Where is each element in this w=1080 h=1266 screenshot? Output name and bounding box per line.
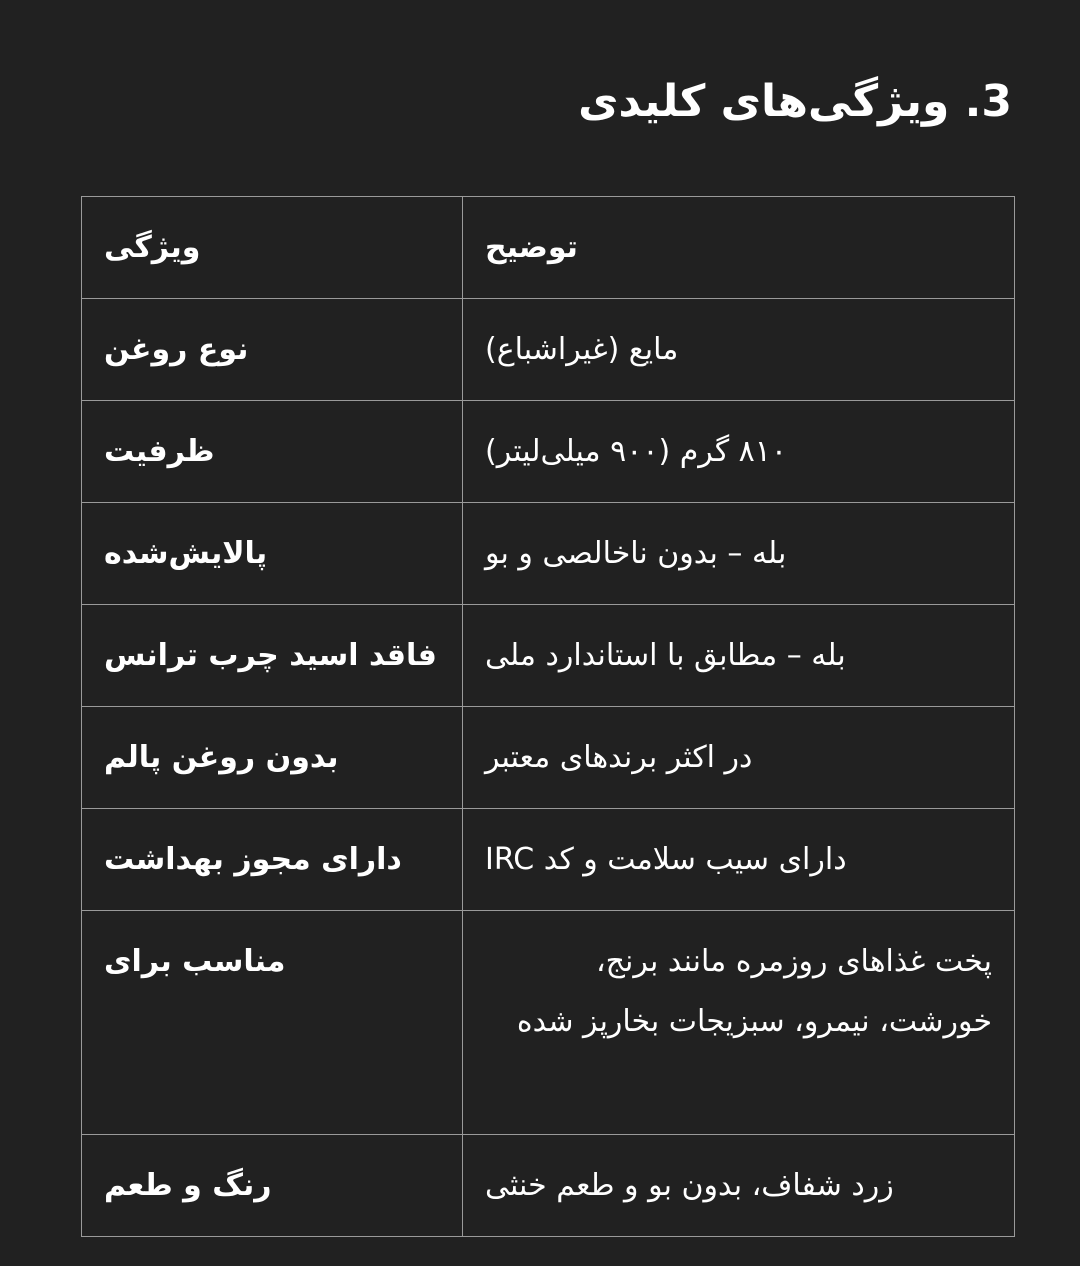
description-text: مایع (غیراشباع)	[485, 332, 679, 367]
page-title: 3. ویژگی‌های کلیدی	[578, 76, 1012, 127]
feature-label: نوع روغن	[104, 332, 249, 367]
feature-cell	[82, 503, 463, 605]
description-text: بله – بدون ناخالصی و بو	[485, 536, 787, 571]
feature-label: رنگ و طعم	[104, 1168, 272, 1203]
table-row	[82, 911, 1015, 1135]
feature-label: پالایش‌شده	[104, 536, 268, 571]
description-text: پخت غذاهای روزمره مانند برنج، خورشت، نیمرو، سبزیجات بخارپز شده	[516, 944, 992, 1039]
feature-cell	[82, 299, 463, 401]
features-table	[81, 196, 1015, 1237]
description-cell	[463, 401, 1015, 503]
description-cell	[463, 299, 1015, 401]
feature-cell	[82, 911, 463, 1135]
header-feature: ویژگی	[104, 230, 201, 265]
table-row	[82, 503, 1015, 605]
description-text: ۸۱۰ گرم (۹۰۰ میلی‌لیتر)	[485, 434, 787, 469]
description-cell	[463, 707, 1015, 809]
table-row	[82, 809, 1015, 911]
feature-label: بدون روغن پالم	[104, 740, 339, 775]
description-text: زرد شفاف، بدون بو و طعم خنثی	[485, 1168, 894, 1203]
feature-cell	[82, 1135, 463, 1237]
description-cell	[463, 809, 1015, 911]
feature-label: ظرفیت	[104, 434, 215, 469]
feature-label: فاقد اسید چرب ترانس	[104, 638, 437, 673]
feature-cell	[82, 809, 463, 911]
description-text: در اکثر برندهای معتبر	[485, 740, 753, 775]
description-cell	[463, 911, 1015, 1135]
feature-cell	[82, 707, 463, 809]
feature-cell	[82, 401, 463, 503]
feature-label: دارای مجوز بهداشت	[104, 842, 402, 877]
table-row	[82, 707, 1015, 809]
table-row	[82, 605, 1015, 707]
description-text: بله – مطابق با استاندارد ملی	[485, 638, 846, 673]
description-cell	[463, 605, 1015, 707]
header-feature-cell	[82, 197, 463, 299]
header-description: توضیح	[485, 230, 578, 265]
header-description-cell	[463, 197, 1015, 299]
feature-label: مناسب برای	[104, 944, 286, 979]
description-text: دارای سیب سلامت و کد IRC	[485, 842, 847, 877]
table-row	[82, 299, 1015, 401]
table-header-row	[82, 197, 1015, 299]
table-row	[82, 401, 1015, 503]
feature-cell	[82, 605, 463, 707]
description-cell	[463, 1135, 1015, 1237]
description-cell	[463, 503, 1015, 605]
table-row	[82, 1135, 1015, 1237]
